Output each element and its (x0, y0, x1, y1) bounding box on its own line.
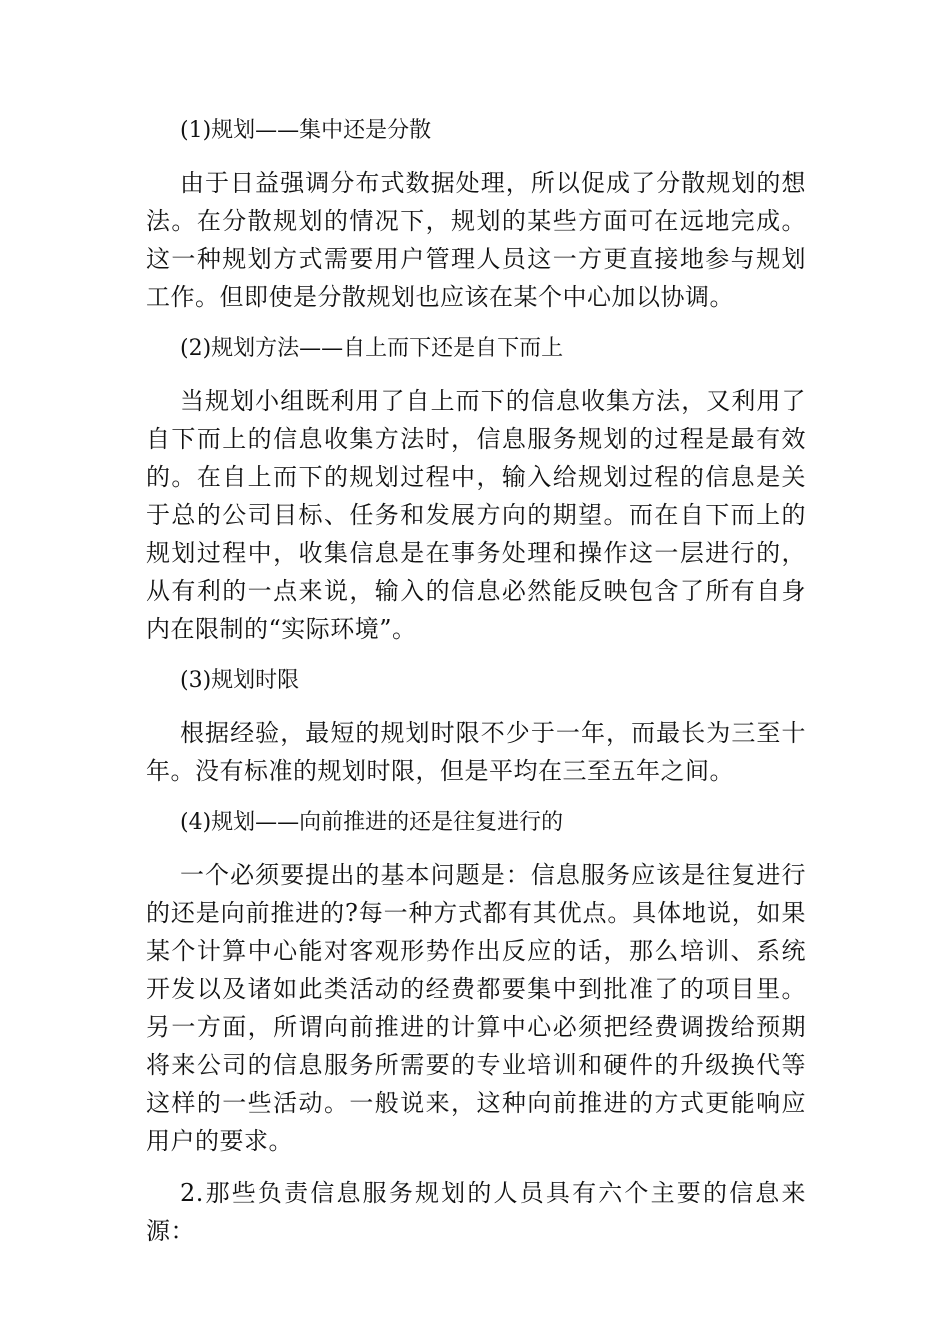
section-heading-4: (4)规划——向前推进的还是往复进行的 (180, 810, 564, 835)
document-page (146, 112, 806, 1264)
section-heading-2: (2)规划方法——自上而下还是自下而上 (180, 336, 564, 361)
paragraph-5: 2.那些负责信息服务规划的人员具有六个主要的信息来源： (146, 1179, 806, 1245)
paragraph-3: 根据经验，最短的规划时限不少于一年，而最长为三至十年。没有标准的规划时限，但是平均在三至五年之间。 (146, 719, 806, 785)
paragraph-1: 由于日益强调分布式数据处理，所以促成了分散规划的想法。在分散规划的情况下，规划的某些方面可在远地完成。这一种规划方式需要用户管理人员这一方更直接地参与规划工作。但即使是分散规划也应该在某个中心加以协调。 (146, 169, 806, 311)
paragraph-4: 一个必须要提出的基本问题是：信息服务应该是往复进行的还是向前推进的?每一种方式都有其优点。具体地说，如果某个计算中心能对客观形势作出反应的话，那么培训、系统开发以及诸如此类活动的经费都要集中到批准了的项目里。另一方面，所谓向前推进的计算中心必须把经费调拨给预期将来公司的信息服务所需要的专业培训和硬件的升级换代等这样的一些活动。一般说来，这种向前推进的方式更能响应用户的要求。 (146, 861, 806, 1155)
section-heading-3: (3)规划时限 (180, 668, 300, 693)
section-heading-1: (1)规划——集中还是分散 (180, 118, 432, 143)
paragraph-2: 当规划小组既利用了自上而下的信息收集方法，又利用了自下而上的信息收集方法时，信息服务规划的过程是最有效的。在自上而下的规划过程中，输入给规划过程的信息是关于总的公司目标、任务和发展方向的期望。而在自下而上的规划过程中，收集信息是在事务处理和操作这一层进行的，从有利的一点来说，输入的信息必然能反映包含了所有自身内在限制的“实际环境”。 (146, 387, 806, 643)
